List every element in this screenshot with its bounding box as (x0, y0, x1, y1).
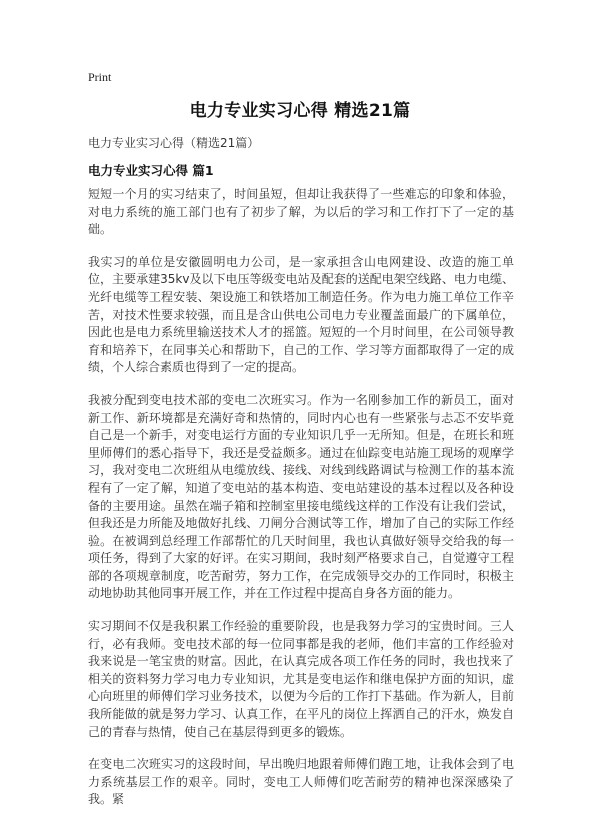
print-link[interactable]: Print (88, 70, 112, 84)
paragraph-5: 在变电二次班实习的这段时间，早出晚归地跟着师傅们跑工地，让我体会到了电力系统基层工作的艰辛。同时，变电工人师傅们吃苦耐劳的精神也深深感染了我。紧 (88, 757, 514, 807)
paragraph-2: 我实习的单位是安徽圆明电力公司，是一家承担含山电网建设、改造的施工单位，主要承建35kv及以下电压等级变电站及配套的送配电架空线路、电力电缆、光纤电缆等工程安装、架设施工和铁塔加工制造任务。作为电力施工单位工作辛苦，对技术性要求较强，而且是含山供电公司电力专业覆盖面最广的下属单位，因此也是电力系统里输送技术人才的摇篮。短短的一个月时间里，在公司领导教育和培养下，在同事关心和帮助下，自己的工作、学习等方面都取得了一定的成绩，个人综合素质也得到了一定的提高。 (88, 254, 514, 375)
paragraph-4: 实习期间不仅是我积累工作经验的重要阶段，也是我努力学习的宝贵时间。三人行，必有我师。变电技术部的每一位同事都是我的老师，他们丰富的工作经验对我来说是一笔宝贵的财富。因此，在认真完成各项工作任务的同时，我也找来了相关的资料努力学习电力专业知识，尤其是变电运作和继电保护方面的知识，虚心向班里的师傅们学习业务技术，以便为今后的工作打下基础。作为新人，目前我所能做的就是努力学习、认真工作，在平凡的岗位上挥洒自己的汗水，焕发自己的青春与热情，使自己在基层得到更多的锻炼。 (88, 619, 514, 739)
document-title: 电力专业实习心得 精选21篇 (189, 101, 411, 121)
article-body (88, 186, 514, 824)
document-subtitle: 电力专业实习心得（精选21篇） (88, 136, 260, 150)
paragraph-3: 我被分配到变电技术部的变电二次班实习。作为一名刚参加工作的新员工，面对新工作、新环境都是充满好奇和热情的，同时内心也有一些紧张与忐忑不安毕竟自己是一个新手，对变电运行方面的专业知识几乎一无所知。但是，在班长和班里师傅们的悉心指导下，我还是受益颇多。通过在仙踪变电站施工现场的观摩学习，我对变电二次班组从电缆放线、接线、对线到线路调试与检测工作的基本流程有了一定了解，知道了变电站的基本构造、变电站建设的基本过程以及各种设备的主要用途。虽然在端子箱和控制室里接电缆线这样的工作没有让我们尝试，但我还是力所能及地做好扎线、刀闸分合测试等工作，增加了自己的实际工作经验。在被调到总经理工作部帮忙的几天时间里，我也认真做好领导交给我的每一项任务，得到了大家的好评。在实习期间，我时刻严格要求自己，自觉遵守工程部的各项规章制度，吃苦耐劳，努力工作，在完成领导交办的工作同时，积极主动地协助其他同事开展工作，并在工作过程中提高自身各方面的能力。 (88, 392, 514, 601)
paragraph-1: 短短一个月的实习结束了，时间虽短，但却让我获得了一些难忘的印象和体验，对电力系统的施工部门也有了初步了解，为以后的学习和工作打下了一定的基础。 (88, 187, 514, 237)
section-heading: 电力专业实习心得 篇1 (88, 163, 214, 178)
